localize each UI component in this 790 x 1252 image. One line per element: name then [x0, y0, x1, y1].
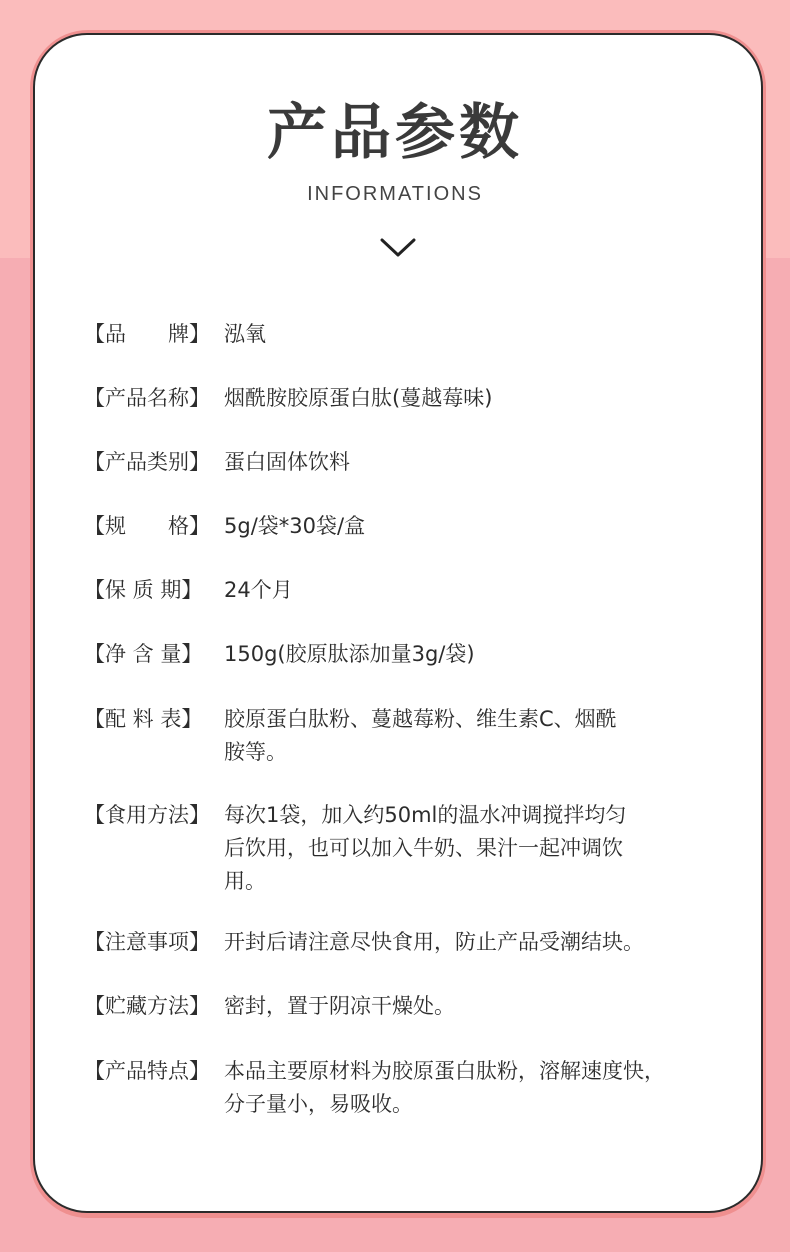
param-row-notes [84, 926, 722, 959]
param-value: 密封，置于阴凉干燥处。 [224, 994, 455, 1018]
param-value: 开封后请注意尽快食用，防止产品受潮结块。 [224, 930, 644, 954]
param-row-ingredients [84, 703, 722, 769]
param-label: 【保 质 期】 [84, 578, 203, 602]
param-value: 24个月 [224, 578, 293, 602]
param-label: 【产品名称】 [84, 386, 210, 410]
param-row-storage [84, 990, 722, 1023]
param-value: 本品主要原材料为胶原蛋白肽粉，溶解速度快， 分子量小，易吸收。 [224, 1059, 665, 1116]
param-value: 5g/袋*30袋/盒 [224, 514, 366, 538]
param-value: 150g(胶原肽添加量3g/袋) [224, 642, 475, 666]
page-subtitle: INFORMATIONS [307, 183, 483, 205]
param-label: 【产品特点】 [84, 1059, 210, 1083]
param-label: 【产品类别】 [84, 450, 210, 474]
param-row-features [84, 1055, 722, 1121]
param-label: 【贮藏方法】 [84, 994, 210, 1018]
param-label: 【食用方法】 [84, 803, 210, 827]
param-value: 胶原蛋白肽粉、蔓越莓粉、维生素C、烟酰 胺等。 [224, 707, 617, 764]
chevron-down-icon [379, 236, 417, 260]
info-card [35, 35, 761, 1211]
param-value: 泓氧 [224, 322, 266, 346]
param-label: 【规 格】 [84, 514, 210, 538]
param-row-name [84, 382, 722, 415]
param-label: 【净 含 量】 [84, 642, 203, 666]
param-row-brand [84, 318, 722, 351]
param-row-usage [84, 799, 722, 898]
page-title: 产品参数 [267, 98, 523, 168]
param-row-category [84, 446, 722, 479]
param-value: 蛋白固体饮料 [224, 450, 350, 474]
param-label: 【配 料 表】 [84, 707, 203, 731]
param-value: 烟酰胺胶原蛋白肽(蔓越莓味) [224, 386, 493, 410]
param-label: 【品 牌】 [84, 322, 210, 346]
param-label: 【注意事项】 [84, 930, 210, 954]
param-row-spec [84, 510, 722, 543]
param-row-net-content [84, 638, 722, 671]
param-value: 每次1袋，加入约50ml的温水冲调搅拌均匀 后饮用，也可以加入牛奶、果汁一起冲调饮 用。 [224, 803, 627, 893]
param-row-shelf-life [84, 574, 722, 607]
